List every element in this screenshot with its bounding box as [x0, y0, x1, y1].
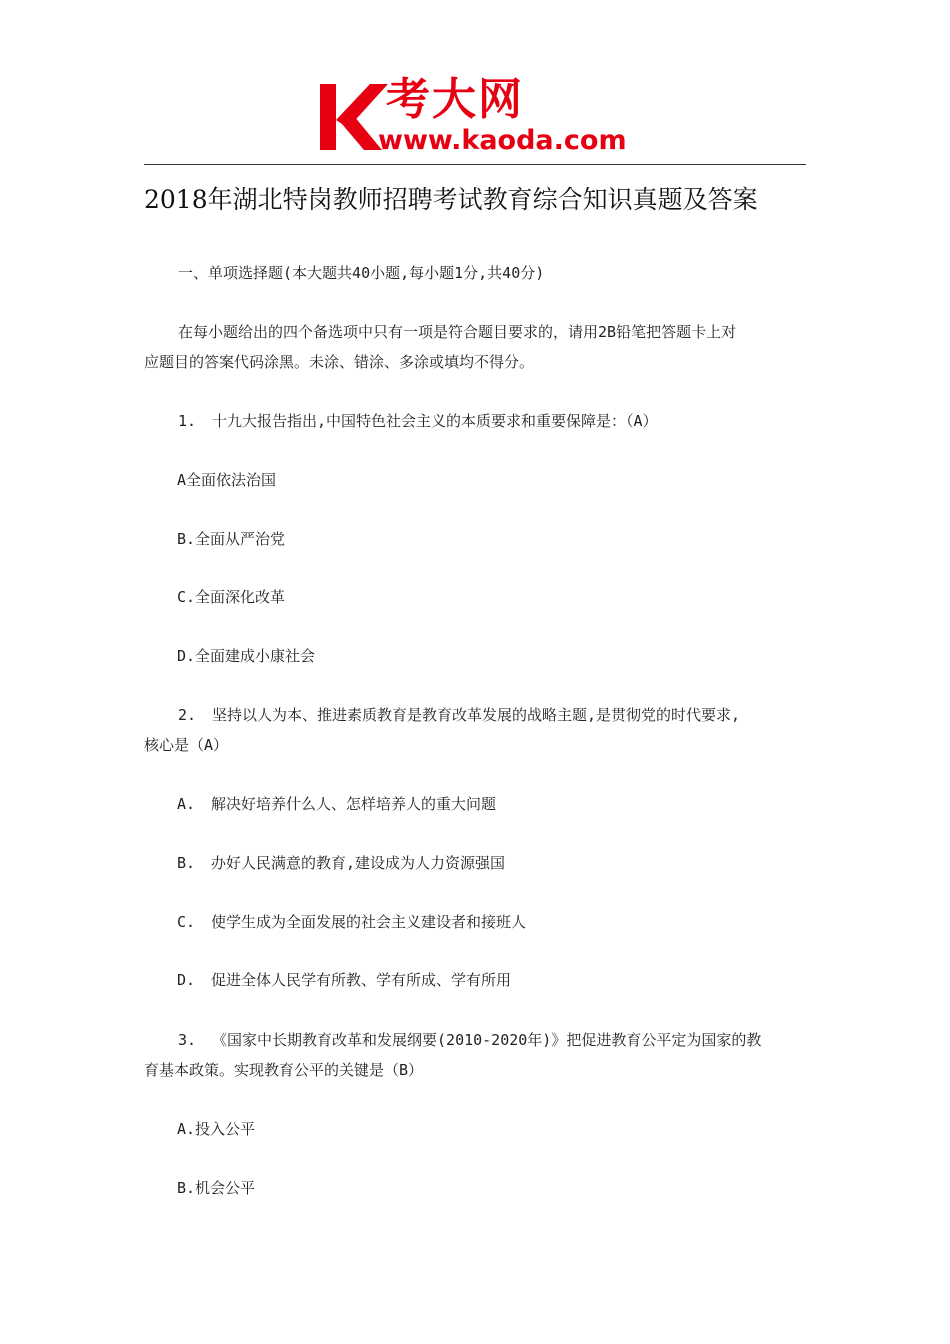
option-item: D.全面建成小康社会	[177, 647, 316, 665]
kaoda-logo	[318, 74, 648, 160]
logo-url: www.kaoda.com	[378, 125, 627, 156]
option-item: B.机会公平	[177, 1179, 256, 1197]
option-item	[177, 907, 797, 937]
option-item: B.全面从严治党	[177, 530, 286, 548]
question-number: 3.	[178, 1031, 197, 1049]
section-heading: 一、单项选择题(本大题共40小题,每小题1分,共40分)	[178, 264, 545, 282]
option-text: 解决好培养什么人、怎样培养人的重大问题	[211, 795, 497, 813]
question-1	[144, 406, 806, 436]
question-text-continued: 核心是（A）	[144, 736, 229, 754]
option-item	[177, 789, 797, 819]
option-text: 办好人民满意的教育,建设成为人力资源强国	[211, 854, 506, 872]
question-text-continued: 育基本政策。实现教育公平的关键是（B）	[144, 1061, 424, 1079]
option-item: A全面依法治国	[177, 471, 277, 489]
question-text: 《国家中长期教育改革和发展纲要(2010-2020年)》把促进教育公平定为国家的教	[212, 1031, 762, 1049]
option-letter: C.	[177, 913, 196, 931]
question-2	[144, 700, 806, 730]
option-item	[177, 848, 797, 878]
instruction-line: 应题目的答案代码涂黑。未涂、错涂、多涂或填均不得分。	[144, 353, 535, 371]
question-text: 坚持以人为本、推进素质教育是教育改革发展的战略主题,是贯彻党的时代要求,	[212, 706, 741, 724]
question-number: 2.	[178, 706, 197, 724]
option-text: 使学生成为全面发展的社会主义建设者和接班人	[211, 913, 527, 931]
question-number: 1.	[178, 412, 197, 430]
header-divider	[144, 164, 806, 165]
instruction-line: 在每小题给出的四个备选项中只有一项是符合题目要求的，请用2B铅笔把答题卡上对	[178, 323, 737, 341]
option-item: C.全面深化改革	[177, 588, 286, 606]
option-item: A.投入公平	[177, 1120, 256, 1138]
question-text: 十九大报告指出,中国特色社会主义的本质要求和重要保障是：（A）	[212, 412, 658, 430]
logo-chinese-name: 考大网	[386, 74, 524, 125]
option-letter: D.	[177, 971, 196, 989]
document-title: 2018年湖北特岗教师招聘考试教育综合知识真题及答案	[144, 185, 758, 214]
option-item	[177, 965, 797, 995]
option-letter: A.	[177, 795, 196, 813]
question-3	[144, 1025, 806, 1055]
option-text: 促进全体人民学有所教、学有所成、学有所用	[211, 971, 512, 989]
option-letter: B.	[177, 854, 196, 872]
